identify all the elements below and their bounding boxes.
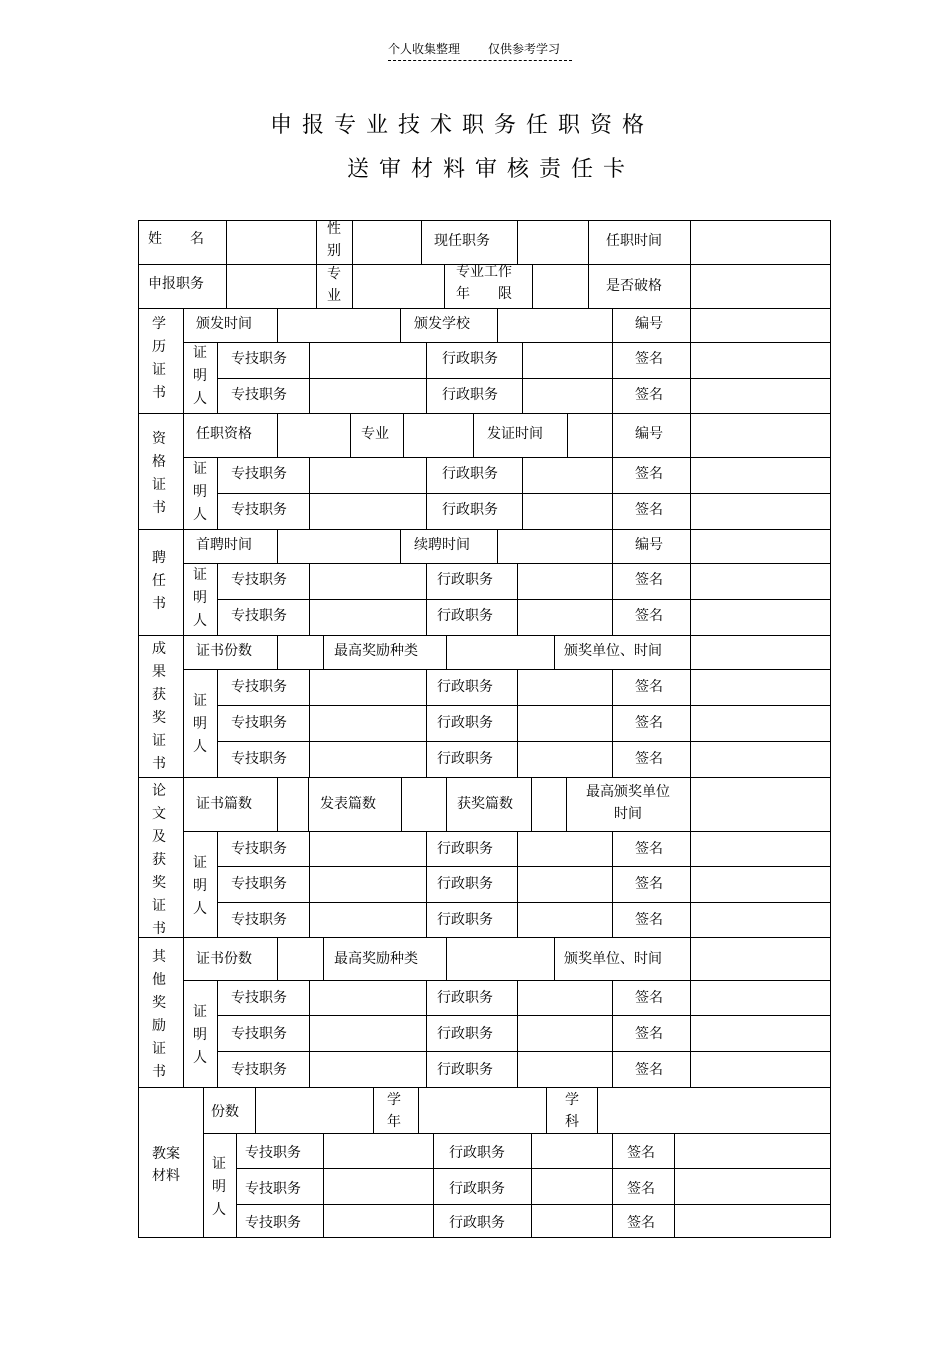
label-signature: 签名: [627, 1215, 655, 1231]
label-admin-position: 行政职务: [437, 608, 493, 624]
label-cert-count: 证书份数: [196, 643, 252, 659]
label-number: 编号: [635, 537, 663, 553]
label-admin-position: 行政职务: [442, 502, 498, 518]
header-left-text: 个人收集整理: [388, 42, 461, 56]
label-issue-time: 颁发时间: [196, 316, 252, 332]
label-name: 姓 名: [148, 231, 204, 247]
label-gender: 性别: [327, 221, 341, 259]
label-award-unit-time: 颁奖单位、时间: [564, 643, 662, 659]
label-tech-position: 专技职务: [231, 876, 287, 892]
page-header: [388, 40, 572, 61]
label-witness: 证明人: [193, 855, 207, 917]
label-issue-school: 颁发学校: [414, 316, 470, 332]
label-cert-time: 发证时间: [487, 426, 543, 442]
label-tech-position: 专技职务: [231, 466, 287, 482]
label-signature: 签名: [635, 751, 663, 767]
label-admin-position: 行政职务: [442, 351, 498, 367]
label-tech-position: 专技职务: [231, 502, 287, 518]
label-cert-pieces: 证书篇数: [196, 796, 252, 812]
title-line-1: 申报专业技术职务任职资格: [270, 113, 655, 138]
label-admin-position: 行政职务: [437, 715, 493, 731]
label-exceptional: 是否破格: [606, 278, 662, 294]
label-witness: 证明人: [193, 693, 207, 755]
label-tech-position: 专技职务: [231, 1062, 287, 1078]
label-signature: 签名: [635, 1026, 663, 1042]
label-major: 专业: [327, 266, 341, 304]
label-signature: 签名: [635, 841, 663, 857]
section-education: 学历证书: [152, 316, 166, 401]
section-hiring: 聘任书: [152, 550, 166, 612]
label-signature: 签名: [627, 1181, 655, 1197]
label-rehire: 续聘时间: [414, 537, 470, 553]
section-achievement: 成果获奖证书: [152, 641, 166, 772]
label-admin-position: 行政职务: [437, 751, 493, 767]
label-signature: 签名: [635, 502, 663, 518]
label-signature: 签名: [635, 912, 663, 928]
label-first-hire: 首聘时间: [196, 537, 252, 553]
section-other-awards: 其他奖励证书: [152, 949, 166, 1080]
label-tech-position: 专技职务: [231, 715, 287, 731]
label-admin-position: 行政职务: [449, 1145, 505, 1161]
label-admin-position: 行政职务: [437, 990, 493, 1006]
label-signature: 签名: [635, 1062, 663, 1078]
label-top-award-type: 最高奖励种类: [334, 951, 418, 967]
label-award-unit-time: 颁奖单位、时间: [564, 951, 662, 967]
label-tech-position: 专技职务: [231, 841, 287, 857]
label-tech-position: 专技职务: [231, 751, 287, 767]
label-admin-position: 行政职务: [437, 1026, 493, 1042]
label-tech-position: 专技职务: [231, 572, 287, 588]
label-appointment-time: 任职时间: [606, 233, 662, 249]
label-signature: 签名: [635, 466, 663, 482]
label-number: 编号: [635, 316, 663, 332]
label-subject: 学科: [565, 1092, 579, 1130]
section-thesis: 论文及获奖证书: [152, 783, 166, 937]
label-publish-pieces: 发表篇数: [320, 796, 376, 812]
label-cert-count: 证书份数: [196, 951, 252, 967]
label-tech-position: 专技职务: [231, 1026, 287, 1042]
label-tech-position: 专技职务: [231, 387, 287, 403]
label-witness: 证明人: [193, 345, 207, 407]
label-tech-position: 专技职务: [245, 1145, 301, 1161]
label-signature: 签名: [635, 608, 663, 624]
label-signature: 签名: [635, 990, 663, 1006]
label-tech-position: 专技职务: [231, 990, 287, 1006]
label-admin-position: 行政职务: [437, 572, 493, 588]
label-admin-position: 行政职务: [442, 466, 498, 482]
label-signature: 签名: [635, 387, 663, 403]
label-top-award-type: 最高奖励种类: [334, 643, 418, 659]
label-tech-position: 专技职务: [231, 912, 287, 928]
label-apply-position: 申报职务: [148, 276, 204, 292]
label-admin-position: 行政职务: [437, 876, 493, 892]
label-signature: 签名: [635, 876, 663, 892]
label-admin-position: 行政职务: [437, 912, 493, 928]
section-qualification: 资格证书: [152, 431, 166, 516]
label-tech-position: 专技职务: [231, 608, 287, 624]
review-form-table: [138, 220, 831, 1238]
label-signature: 签名: [627, 1145, 655, 1161]
label-tech-position: 专技职务: [245, 1215, 301, 1231]
label-tech-position: 专技职务: [245, 1181, 301, 1197]
label-top-award-unit-line2: 时间: [614, 806, 642, 822]
section-teaching-line2: 材料: [152, 1168, 180, 1184]
label-current-position: 现任职务: [434, 233, 490, 249]
label-tech-position: 专技职务: [231, 351, 287, 367]
label-work-years-line2: 年 限: [456, 286, 512, 302]
label-signature: 签名: [635, 715, 663, 731]
label-number: 编号: [635, 426, 663, 442]
section-teaching-line1: 教案: [152, 1146, 180, 1162]
label-school-year: 学年: [387, 1092, 401, 1130]
label-admin-position: 行政职务: [437, 679, 493, 695]
title-line-2: 送审材料审核责任卡: [347, 157, 636, 182]
label-qualification: 任职资格: [196, 426, 252, 442]
label-admin-position: 行政职务: [449, 1181, 505, 1197]
label-witness: 证明人: [193, 567, 207, 629]
label-admin-position: 行政职务: [449, 1215, 505, 1231]
label-top-award-unit-line1: 最高颁奖单位: [586, 784, 670, 800]
label-witness: 证明人: [212, 1156, 226, 1218]
label-admin-position: 行政职务: [437, 841, 493, 857]
label-major-short: 专业: [361, 426, 389, 442]
header-right-text: 仅供参考学习: [488, 42, 561, 56]
label-admin-position: 行政职务: [437, 1062, 493, 1078]
label-award-pieces: 获奖篇数: [457, 796, 513, 812]
label-work-years-line1: 专业工作: [456, 264, 512, 280]
label-admin-position: 行政职务: [442, 387, 498, 403]
label-copies: 份数: [211, 1104, 239, 1120]
label-witness: 证明人: [193, 1004, 207, 1066]
label-witness: 证明人: [193, 461, 207, 523]
label-tech-position: 专技职务: [231, 679, 287, 695]
label-signature: 签名: [635, 572, 663, 588]
label-signature: 签名: [635, 679, 663, 695]
label-signature: 签名: [635, 351, 663, 367]
